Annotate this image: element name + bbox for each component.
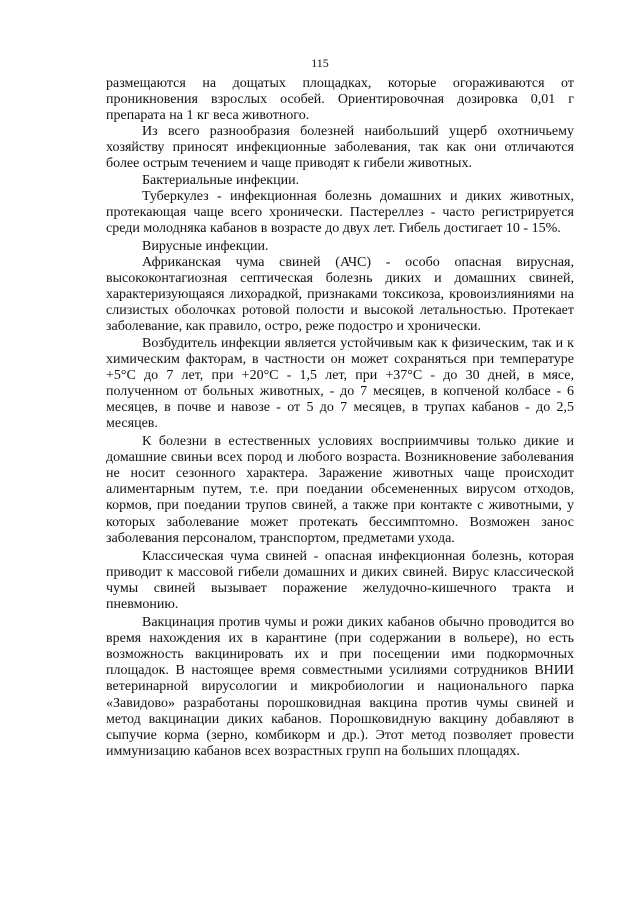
page-number: 115 xyxy=(311,56,329,70)
heading-bacterial-infections: Бактериальные инфекции. xyxy=(142,172,300,188)
paragraph-vaccination: Вакцинация против чумы и рожи диких кабанов обычно проводится во время нахождения их в карантине (при содержании в вольере), но есть возможность вакцинировать их и при посещении ими подкормочных площадок. В настоящее время совместными усилиями сотрудников ВНИИ ветеринарной вирусологии и микробиологии и национального парка «Завидово» разработаны порошковидная вакцина против чумы свиней и метод вакцинации диких кабанов. Порошковидную вакцину добавляют в сыпучие корма (зерно, комбикорм и др.). Этот метод позволяет провести иммунизацию кабанов всех возрастных групп на больших площадях. xyxy=(106,615,574,759)
paragraph-susceptibility: К болезни в естественных условиях восприимчивы только дикие и домашние свиньи всех пород и любого возраста. Возникновение заболевания не носит сезонного характера. Заражение животных чаще происходит алиментарным путем, т.е. при поедании обсемененных вирусом отходов, кормов, при поедании трупов свиней, а также при контакте с животными, у которых заболевание может протекать бессимптомно. Возможен занос заболевания персоналом, транспортом, предметами ухода. xyxy=(106,434,574,546)
paragraph-tuberculosis: Туберкулез - инфекционная болезнь домашних и диких животных, протекающая чаще всего хронически. Пастереллез - часто регистрируется среди молодняка кабанов в возрасте до двух лет. Гибель достигает 10 - 15%. xyxy=(106,188,574,236)
paragraph-infectious-diseases: Из всего разнообразия болезней наибольший ущерб охотничьему хозяйству приносят инфекционные заболевания, так как они отличаются более острым течением и чаще приводят к гибели животных. xyxy=(106,124,574,172)
paragraph-classical-swine-fever: Классическая чума свиней - опасная инфекционная болезнь, которая приводит к массовой гибели домашних и диких свиней. Вирус классической чумы свиней вызывает поражение желудочно-кишечного тракта и пневмонию. xyxy=(106,548,574,612)
paragraph-african-swine-fever: Африканская чума свиней (АЧС) - особо опасная вирусная, высококонтагиозная септическая болезнь диких и домашних свиней, характеризующаяся лихорадкой, признаками токсикоза, кровоизлияниями на слизистых оболочках ротовой полости и высокой летальностью. Протекает заболевание, как правило, остро, реже подостро и хронически. xyxy=(106,255,574,335)
heading-viral-infections: Вирусные инфекции. xyxy=(142,238,269,254)
body-text xyxy=(106,76,574,760)
paragraph-continuation: размещаются на дощатых площадках, которые огораживаются от проникновения взрослых особей. Ориентировочная дозировка 0,01 г препарата на 1 кг веса животного. xyxy=(106,76,574,124)
paragraph-pathogen-resistance: Возбудитель инфекции является устойчивым как к физическим, так и к химическим факторам, в частности он может сохраняться при температуре +5°С до 7 лет, при +20°С - 1,5 лет, при +37°С - до 30 дней, в мясе, полученном от больных животных, - до 7 месяцев, в копченой колбасе - 6 месяцев, в почве и навозе - от 5 до 7 месяцев, в трупах кабанов - до 2,5 месяцев. xyxy=(106,335,574,431)
